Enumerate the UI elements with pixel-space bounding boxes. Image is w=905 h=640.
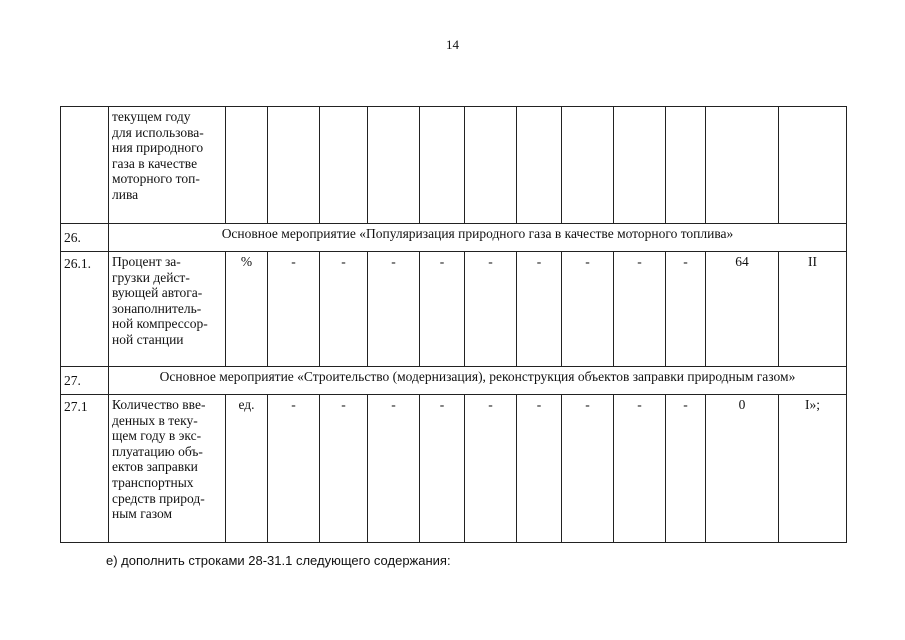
table-row-27-1 <box>61 395 847 543</box>
category-cell: II <box>779 252 847 367</box>
value-cell: - <box>465 252 517 367</box>
unit-cell: ед. <box>226 395 268 543</box>
value-cell <box>320 107 368 224</box>
row-number-cell: 26.1. <box>61 252 109 367</box>
indicator-name-line: газа в качестве <box>112 155 198 171</box>
indicator-name-line: ектов заправки <box>112 459 198 475</box>
value-cell: - <box>420 252 465 367</box>
value-cell <box>562 107 614 224</box>
value-cell <box>368 107 420 224</box>
indicator-name-line: лива <box>112 186 139 202</box>
value-cell: - <box>517 252 562 367</box>
category-cell: I»; <box>779 395 847 543</box>
value-cell: - <box>666 252 706 367</box>
indicators-table <box>60 106 847 543</box>
indicator-name-line: Процент за- <box>112 254 181 269</box>
value-cell: - <box>320 252 368 367</box>
unit-cell: % <box>226 252 268 367</box>
row-number-cell <box>61 107 109 224</box>
section-title-cell: Основное мероприятие «Популяризация природного газа в качестве моторного топлива» <box>109 224 847 252</box>
table-row-26-1 <box>61 252 847 367</box>
value-cell: - <box>562 252 614 367</box>
indicator-name-line: моторного топ- <box>112 171 200 187</box>
value-cell: - <box>268 252 320 367</box>
row-number-cell: 26. <box>61 224 109 252</box>
value-cell: - <box>320 395 368 543</box>
indicator-name-line: Количество вве- <box>112 397 206 412</box>
indicator-name-line: ным газом <box>112 506 173 522</box>
indicator-name-line: ния природного <box>112 140 204 156</box>
target-cell: 0 <box>706 395 779 543</box>
value-cell: - <box>562 395 614 543</box>
value-cell <box>420 107 465 224</box>
indicator-name-line: щем году в экс- <box>112 428 202 444</box>
indicator-name-line: зонаполнитель- <box>112 300 202 316</box>
indicator-name-cell <box>109 395 226 543</box>
indicator-name-line: для использова- <box>112 124 204 140</box>
indicator-name-line: текущем году <box>112 109 191 124</box>
table-row-continuation <box>61 107 847 224</box>
indicator-name-line: средств природ- <box>112 490 205 506</box>
value-cell <box>268 107 320 224</box>
indicator-name-cell <box>109 107 226 224</box>
value-cell: - <box>666 395 706 543</box>
row-number-cell: 27.1 <box>61 395 109 543</box>
value-cell: - <box>465 395 517 543</box>
value-cell <box>666 107 706 224</box>
page-number: 14 <box>446 37 459 52</box>
value-cell <box>465 107 517 224</box>
table-row-section-27 <box>61 367 847 395</box>
table-row-section-26 <box>61 224 847 252</box>
section-title-cell: Основное мероприятие «Строительство (модернизация), реконструкция объектов заправки природным газом» <box>109 367 847 395</box>
indicator-name-line: ной станции <box>112 331 184 347</box>
indicator-name-line: денных в теку- <box>112 412 198 428</box>
value-cell: - <box>614 252 666 367</box>
value-cell: - <box>614 395 666 543</box>
target-cell: 64 <box>706 252 779 367</box>
indicator-name-line: вующей автога- <box>112 285 203 301</box>
indicator-name-line: грузки дейст- <box>112 269 190 285</box>
indicator-name-cell <box>109 252 226 367</box>
value-cell: - <box>368 252 420 367</box>
value-cell: - <box>420 395 465 543</box>
amendment-instruction-text: е) дополнить строками 28-31.1 следующего содержания: <box>106 553 451 568</box>
indicator-name-line: плуатацию объ- <box>112 443 203 459</box>
value-cell <box>517 107 562 224</box>
value-cell: - <box>268 395 320 543</box>
unit-cell <box>226 107 268 224</box>
category-cell <box>779 107 847 224</box>
value-cell: - <box>517 395 562 543</box>
value-cell <box>614 107 666 224</box>
value-cell: - <box>368 395 420 543</box>
target-cell <box>706 107 779 224</box>
row-number-cell: 27. <box>61 367 109 395</box>
indicator-name-line: ной компрессор- <box>112 316 208 332</box>
indicator-name-line: транспортных <box>112 474 194 490</box>
